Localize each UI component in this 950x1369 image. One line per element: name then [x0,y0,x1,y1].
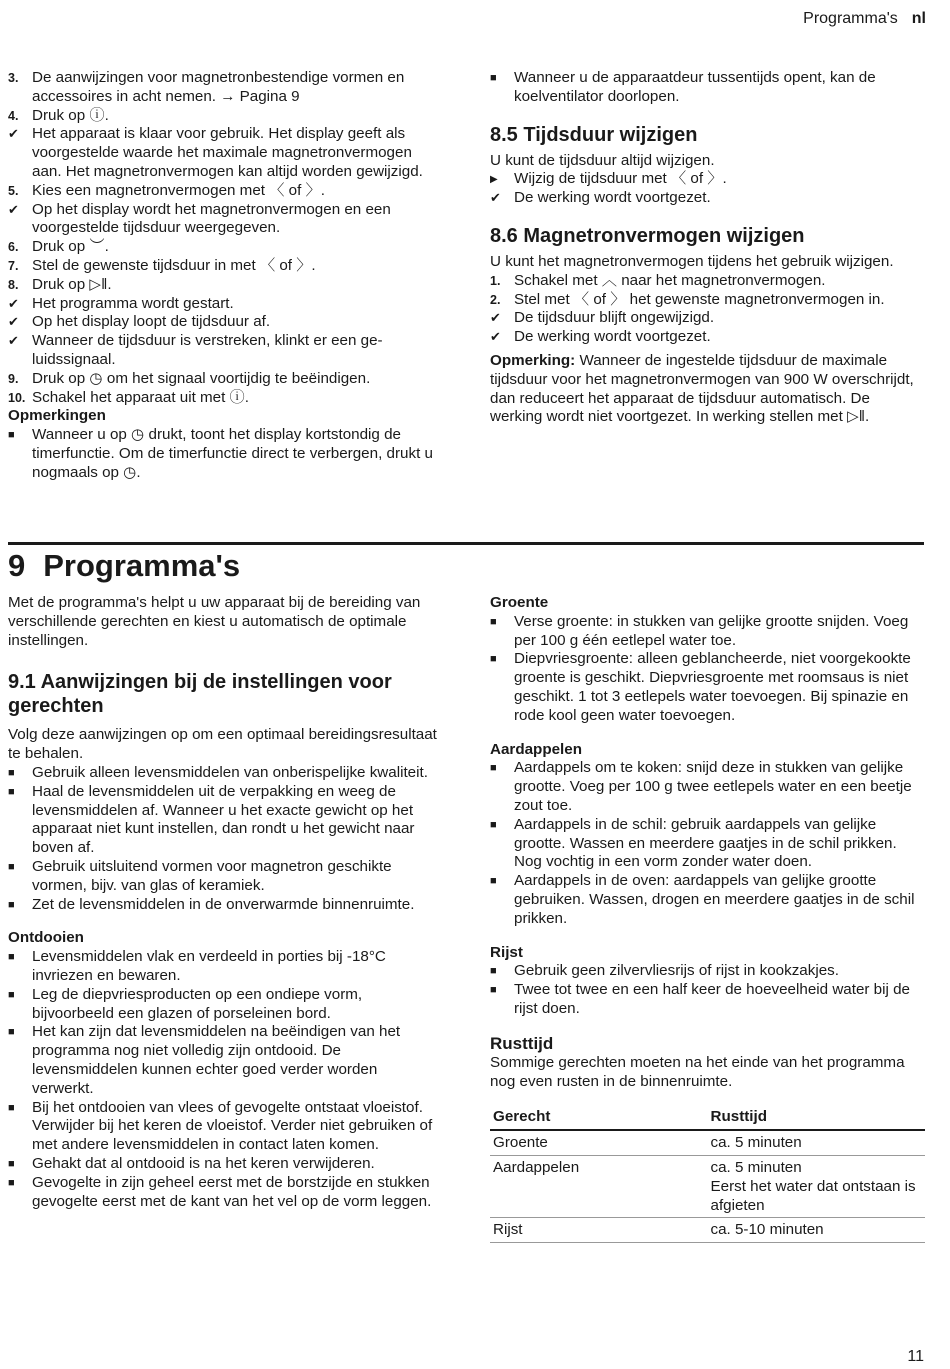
groente-list [490,613,925,726]
item-text: Stel met 〈 of 〉 het gewenste magnetronvermogen in. [514,290,885,308]
table-header-rusttijd: Rusttijd [708,1105,926,1130]
item-text: Wanneer u op ◷ drukt, toont het display kortstondig de timerfunctie. Om de timerfunctie direct te verbergen, drukt u nogmaals op ◷. [32,426,433,481]
section-8-6-note [490,352,925,427]
chapter-intro: Met de programma's helpt u uw apparaat bij de bereiding van verschillende gerechten en kiest u automatisch de optimale instellingen. [8,594,421,649]
section-8-5-intro: U kunt de tijdsduur altijd wijzigen. [490,151,715,169]
item-text: Levensmiddelen vlak en verdeeld in porties bij -18°C invriezen en bewaren. [32,948,386,984]
section-9-1-list [8,764,443,914]
step-item [8,389,443,408]
step-item [8,276,443,295]
section-8-6-steps [490,272,925,347]
item-text: Schakel met ︿ naar het magnetronvermogen. [514,271,826,289]
item-text: Gebruik geen zilvervliesrijs of rijst in kookzakjes. [514,962,839,980]
table-header-gerecht: Gerecht [490,1105,708,1130]
step-number: 6. [8,240,19,255]
result-item [490,189,925,208]
check-icon: ✔ [490,329,501,345]
bullet-icon: ■ [8,429,15,442]
item-text: Druk op ▷ǁ. [32,275,112,293]
result-item [8,125,443,181]
note-text: Wanneer de ingestelde tijdsduur de maximale tijdsduur voor het magnetronvermogen van 900 W overschrijdt, dan reduceert het apparaat de tijdsduur automatisch. De werking wordt niet voortgezet. In werking stellen met ▷ǁ. [490,351,914,426]
section-8-6-title: 8.6 Magnetronvermogen wijzigen [490,224,805,247]
table-cell: ca. 5 minuten [708,1130,926,1155]
item-text: Wanneer de tijdsduur is verstreken, klinkt er een geluidssignaal. [32,332,383,368]
ontdooien-list [8,948,443,1211]
item-text: Stel de gewenste tijdsduur in met 〈 of 〉. [32,256,316,274]
table-cell: ca. 5 minuten Eerst het water dat ontstaan is afgieten [708,1155,926,1217]
item-text: Het apparaat is klaar voor gebruik. Het display geeft als voorgestelde waarde het maximale magnetronvermogen aan. Het magnetronvermogen kan altijd worden gewijzigd. [32,125,423,180]
section-8-6-intro: U kunt het magnetronvermogen tijdens het gebruik wijzigen. [490,252,894,270]
list-item [490,962,925,981]
notes-list [8,426,443,482]
check-icon: ✔ [8,314,19,330]
result-item [8,313,443,332]
item-text: Twee tot twee en een half keer de hoeveelheid water bij de rijst doen. [514,981,910,1017]
rijst-title: Rijst [490,943,523,961]
step-number: 8. [8,277,19,292]
list-item [8,1174,443,1212]
right-bottom-column [490,594,925,1243]
table-row [490,1155,925,1217]
item-text: De aanwijzingen voor magnetronbestendige vormen en accessoires in acht nemen. → Pagina 9 [32,69,405,105]
table-cell: Rijst [490,1218,708,1243]
aardappelen-list [490,759,925,928]
step-item [8,238,443,257]
item-text: Diepvriesgroente: alleen geblancheerde, niet voorgekookte groente is geschikt. Diepvriesgroente met roomsaus is niet geschikt. 1 tot 3 eetlepels water toevoegen. Bij spinazie en rode kool geen water toevoegen. [514,650,911,724]
bullet-icon: ■ [490,965,497,978]
item-text: Bij het ontdooien van vlees of gevogelte ontstaat vloeistof. Verwijder bij het keren de vloeistof. Verder niet gebruiken of met andere levensmiddelen in contact laten komen. [32,1098,433,1154]
item-text: Gevogelte in zijn geheel eerst met de borstzijde en stukken gevogelte eerst met de kant van het vel op de vorm leggen. [32,1173,432,1210]
item-text: Druk op ◷ om het signaal voortijdig te beëindigen. [32,369,371,387]
section-9-1-intro: Volg deze aanwijzingen op om een optimaal bereidingsresultaat te behalen. [8,726,437,763]
list-item [8,858,443,896]
list-item [490,759,925,815]
table-cell: Aardappelen [490,1155,708,1217]
list-item [8,1099,443,1155]
item-text: Aardappels in de schil: gebruik aardappels van gelijke grootte. Wassen en meerdere gaatjes in de schil prikken. Nog vochtig in een vorm zonder water doen. [514,815,897,871]
chapter-number: 9 [8,548,26,583]
arrow-icon: ▶ [490,174,498,186]
rusttijd-title: Rusttijd [490,1033,554,1053]
aardappelen-title: Aardappelen [490,740,582,758]
chapter-name: Programma's [43,548,241,583]
bullet-icon: ■ [8,1176,15,1189]
item-text: Gebruik alleen levensmiddelen van onberispelijke kwaliteit. [32,763,428,781]
list-item [490,613,925,651]
table-row [490,1218,925,1243]
left-top-column [8,69,443,483]
bullet-icon: ■ [8,1157,15,1170]
result-item [490,328,925,347]
header-language: nl [911,10,926,27]
page-number: 11 [907,1348,924,1366]
bullet-icon: ■ [490,72,497,84]
right-top-column [490,69,925,427]
item-text: Zet de levensmiddelen in de onverwarmde binnenruimte. [32,895,415,913]
result-item [8,201,443,239]
notes-title: Opmerkingen [8,407,106,425]
check-icon: ✔ [8,295,19,311]
bullet-icon: ■ [8,1026,15,1039]
groente-title: Groente [490,594,549,611]
item-text: Op het display loopt de tijdsduur af. [32,313,271,331]
list-item [8,896,443,915]
item-text: De werking wordt voortgezet. [514,189,711,207]
item-text: Het programma wordt gestart. [32,294,234,312]
step-number: 10. [8,390,26,405]
table-row [490,1130,925,1155]
intro-list [490,69,925,107]
step-number: 5. [8,183,19,198]
bullet-icon: ■ [8,766,15,779]
step-item [490,291,925,310]
item-text: De werking wordt voortgezet. [514,328,711,346]
running-header [803,10,926,29]
item-text: Gehakt dat al ontdooid is na het keren verwijderen. [32,1154,375,1172]
check-icon: ✔ [8,333,19,349]
bullet-icon: ■ [8,951,15,964]
bullet-icon: ■ [490,762,497,775]
result-item [8,295,443,314]
check-icon: ✔ [490,310,501,326]
list-item [490,872,925,928]
bullet-icon: ■ [490,818,497,831]
bullet-icon: ■ [490,615,497,628]
rijst-list [490,962,925,1018]
bullet-icon: ■ [8,785,15,798]
item-text: Wanneer u de apparaatdeur tussentijds opent, kan de koelventilator doorlopen. [514,69,876,105]
bullet-icon: ■ [490,875,497,888]
item-text: De tijdsduur blijft ongewijzigd. [514,309,715,327]
list-item [490,170,925,189]
bullet-icon: ■ [8,1101,15,1114]
step-number: 2. [490,292,501,307]
item-text: Haal de levensmiddelen uit de verpakking en weeg de levensmiddelen af. Wanneer u het exacte gewicht op het apparaat niet kunt instellen, dan rondt u het gewicht naar boven af. [32,782,415,857]
table-cell: Groente [490,1130,708,1155]
list-item [490,816,925,872]
bullet-icon: ■ [8,860,15,873]
step-number: 9. [8,371,19,386]
step-item [8,107,443,126]
list-item [8,1155,443,1174]
item-text: Verse groente: in stukken van gelijke grootte snijden. Voeg per 100 g één eetlepel water toe. [514,612,909,649]
chapter-rule [8,542,924,545]
rusttijd-intro: Sommige gerechten moeten na het einde van het programma nog even rusten in de binnenruimte. [490,1053,905,1090]
ontdooien-title: Ontdooien [8,929,84,947]
list-item [490,650,925,725]
step-number: 3. [8,71,19,85]
item-text: Aardappels in de oven: aardappels van gelijke grootte gebruiken. Wassen, drogen en meerdere gaatjes in de schil prikken. [514,872,915,927]
list-item [8,426,443,482]
item-text: Druk op ︶. [32,238,109,256]
item-text: Aardappels om te koken: snijd deze in stukken van gelijke grootte. Voeg per 100 g twee eetlepels water en een beetje zout toe. [514,759,912,814]
section-8-5-steps [490,170,925,208]
note-label: Opmerking: [490,351,576,369]
step-item [8,182,443,201]
list-item [490,69,925,107]
list-item [8,986,443,1024]
bullet-icon: ■ [8,898,15,911]
list-item [8,1023,443,1098]
check-icon: ✔ [490,190,501,206]
item-text: Op het display wordt het magnetronvermogen en een voorgestelde tijdsduur weergegeven. [32,200,391,237]
step-item [8,69,443,107]
step-number: 1. [490,273,501,288]
result-item [490,309,925,328]
rusttijd-table [490,1105,925,1243]
item-text: Wijzig de tijdsduur met 〈 of 〉. [514,170,727,188]
check-icon: ✔ [8,126,19,142]
item-text: Het kan zijn dat levensmiddelen na beëindigen van het programma nog niet volledig zijn ontdooid. De levensmiddelen kunnen echter goed verder worden verwerkt. [32,1023,401,1097]
step-item [490,272,925,291]
step-number: 4. [8,108,19,123]
header-section: Programma's [803,10,898,27]
steps-list [8,69,443,407]
item-text: Gebruik uitsluitend vormen voor magnetron geschikte vormen, bijv. van glas of keramiek. [32,857,392,894]
item-text: Schakel het apparaat uit met ⓘ. [32,388,249,406]
item-text: Leg de diepvriesproducten op een ondiepe vorm, bijvoorbeeld een glazen of porseleinen bord. [32,985,363,1022]
result-item [8,332,443,370]
section-8-5-title: 8.5 Tijdsduur wijzigen [490,123,698,146]
step-item [8,257,443,276]
table-cell: ca. 5-10 minuten [708,1218,926,1243]
list-item [8,948,443,986]
list-item [490,981,925,1019]
section-9-1-title: 9.1 Aanwijzingen bij de instellingen voor gerechten [8,671,392,718]
item-text: Druk op ⓘ. [32,106,109,124]
bullet-icon: ■ [490,653,497,666]
list-item [8,783,443,858]
bullet-icon: ■ [490,984,497,997]
check-icon: ✔ [8,201,19,217]
step-number: 7. [8,258,19,273]
left-bottom-column [8,594,443,1211]
step-item [8,370,443,389]
list-item [8,764,443,783]
bullet-icon: ■ [8,988,15,1001]
chapter-title [8,548,240,584]
item-text: Kies een magnetronvermogen met 〈 of 〉. [32,181,325,199]
